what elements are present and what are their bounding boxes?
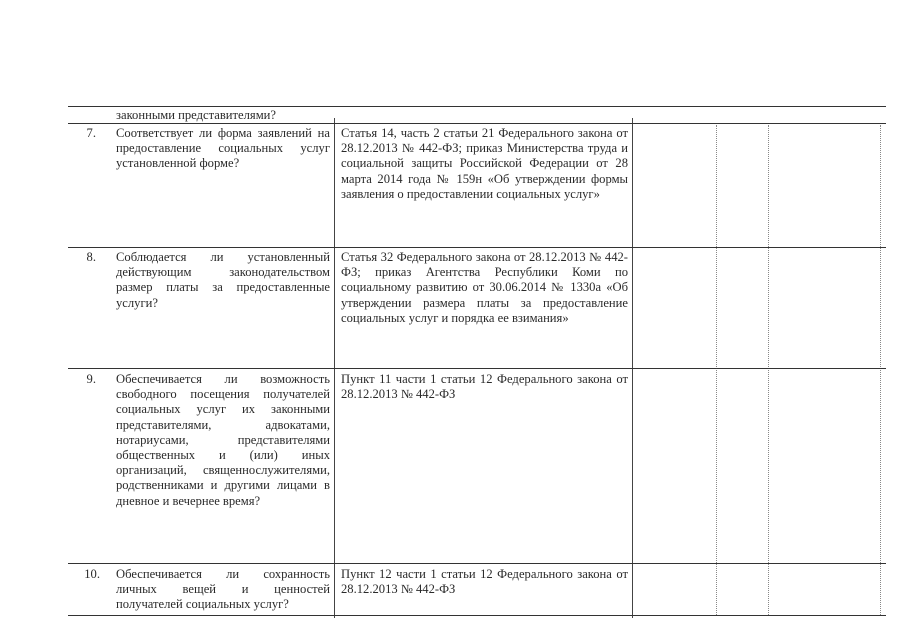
- row-8-top-rule: [68, 247, 886, 248]
- row-10-legal-basis: Пункт 12 части 1 статьи 12 Федерального закона от 28.12.2013 № 442-ФЗ: [341, 567, 628, 597]
- table-bottom-rule: [68, 615, 886, 616]
- column-divider-faint-3: [880, 125, 881, 615]
- column-divider-faint-1: [716, 125, 717, 615]
- row-8-number: 8.: [86, 250, 96, 264]
- carryover-text: законными представителями?: [116, 108, 276, 122]
- row-7-legal-basis: Статья 14, часть 2 статьи 21 Федерального закона от 28.12.2013 № 442-ФЗ; приказ Министерства труда и социальной защиты Российской Федерации от 28 марта 2014 года № 159н «Об утверждении формы заявления о предоставлении социальных услуг»: [341, 126, 628, 201]
- row-9-top-rule: [68, 368, 886, 369]
- column-divider-faint-2: [768, 125, 769, 615]
- row-7-top-rule: [68, 123, 886, 124]
- row-9-number: 9.: [86, 372, 96, 386]
- row-10-number: 10.: [84, 567, 100, 581]
- row-9-legal-basis: Пункт 11 части 1 статьи 12 Федерального закона от 28.12.2013 № 442-ФЗ: [341, 372, 628, 402]
- row-10-top-rule: [68, 563, 886, 564]
- row-7-number: 7.: [86, 126, 96, 140]
- table-top-rule: [68, 106, 886, 107]
- row-8-legal-basis: Статья 32 Федерального закона от 28.12.2013 № 442-ФЗ; приказ Агентства Республики Коми по социальному развитию от 30.06.2014 № 1330а «Об утверждении размера платы за предоставление социальных услуг и порядка ее взимания»: [341, 250, 628, 325]
- row-7-question: Соответствует ли форма заявлений на предоставление социальных услуг установленной форме?: [116, 126, 330, 171]
- row-8-question: Соблюдается ли установленный действующим законодательством размер платы за предоставленные услуги?: [116, 250, 330, 310]
- row-10-question: Обеспечивается ли сохранность личных вещей и ценностей получателей социальных услуг?: [116, 567, 330, 612]
- row-9-question: Обеспечивается ли возможность свободного посещения получателей социальных услуг их законными представителями, адвокатами, нотариусами, представителями общественных и (или) иных организаций, священнослужителями, родственниками и другими лицами в дневное и вечернее время?: [116, 372, 330, 508]
